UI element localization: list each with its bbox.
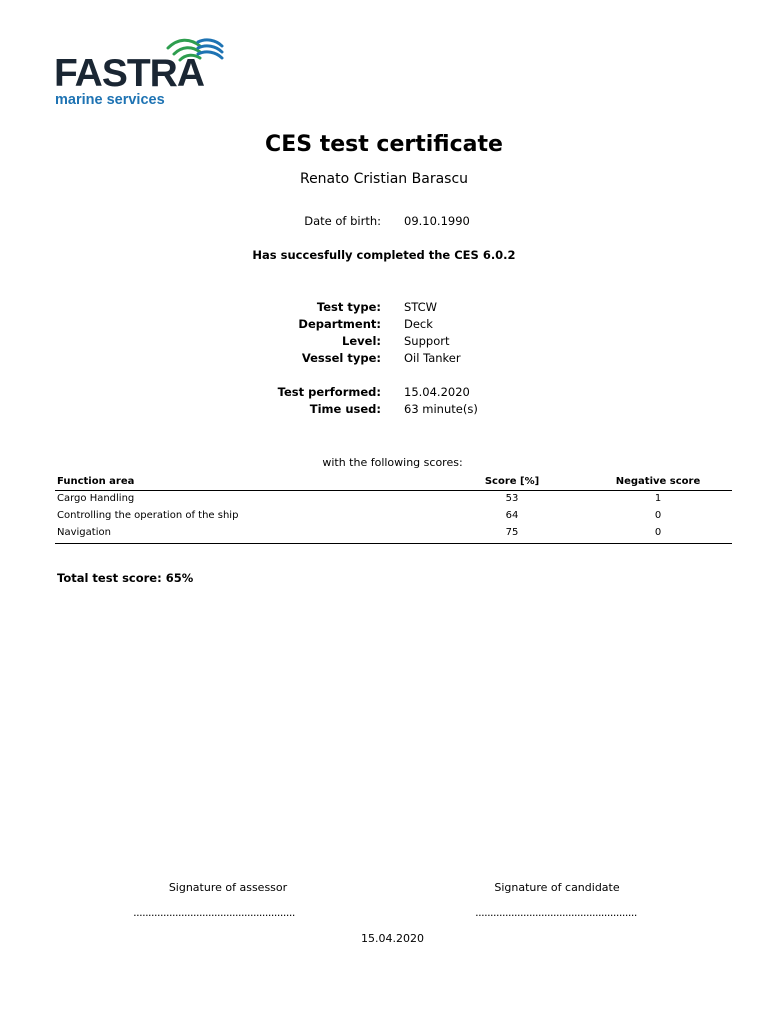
table-header-row <box>55 474 732 491</box>
candidate-name: Renato Cristian Barascu <box>299 171 469 187</box>
birth-value: 09.10.1990 <box>404 214 470 228</box>
time-used-value: 63 minute(s) <box>404 402 478 416</box>
vessel-type-label: Vessel type: <box>301 351 381 365</box>
negative-score-cell: 1 <box>654 493 662 504</box>
certificate-title: CES test certificate <box>265 132 503 157</box>
logo-brand-name: FASTRA <box>54 52 204 95</box>
score-table <box>55 474 732 544</box>
score-cell: 53 <box>505 493 519 504</box>
completion-statement: Has succesfully completed the CES 6.0.2 <box>252 248 516 262</box>
candidate-signature-line: ...................................................... <box>475 906 637 919</box>
test-type-label: Test type: <box>316 300 381 314</box>
table-row <box>55 525 732 542</box>
company-logo <box>54 34 234 114</box>
test-performed-value: 15.04.2020 <box>404 385 470 399</box>
assessor-signature-line: ...................................................... <box>133 906 295 919</box>
department-label: Department: <box>298 317 381 331</box>
header-negative-score: Negative score <box>615 476 701 487</box>
candidate-signature-label: Signature of candidate <box>494 881 620 894</box>
function-area-cell: Controlling the operation of the ship <box>57 510 239 521</box>
test-performed-label: Test performed: <box>277 385 381 399</box>
footer-date: 15.04.2020 <box>361 932 424 945</box>
score-cell: 64 <box>505 510 519 521</box>
header-score: Score [%] <box>484 476 540 487</box>
birth-label: Date of birth: <box>304 214 381 228</box>
negative-score-cell: 0 <box>654 510 662 521</box>
header-function-area: Function area <box>57 476 135 487</box>
level-value: Support <box>404 334 450 348</box>
department-value: Deck <box>404 317 433 331</box>
level-label: Level: <box>342 334 381 348</box>
table-body <box>55 491 732 544</box>
time-used-label: Time used: <box>309 402 381 416</box>
negative-score-cell: 0 <box>654 527 662 538</box>
score-cell: 75 <box>505 527 519 538</box>
test-type-value: STCW <box>404 300 438 314</box>
scores-intro-text: with the following scores: <box>322 456 463 469</box>
total-test-score: Total test score: 65% <box>57 571 194 585</box>
table-row <box>55 508 732 525</box>
assessor-signature-label: Signature of assessor <box>168 881 288 894</box>
vessel-type-value: Oil Tanker <box>404 351 461 365</box>
function-area-cell: Cargo Handling <box>57 493 135 504</box>
function-area-cell: Navigation <box>57 527 111 538</box>
table-row <box>55 491 732 508</box>
logo-subtitle: marine services <box>55 92 165 108</box>
